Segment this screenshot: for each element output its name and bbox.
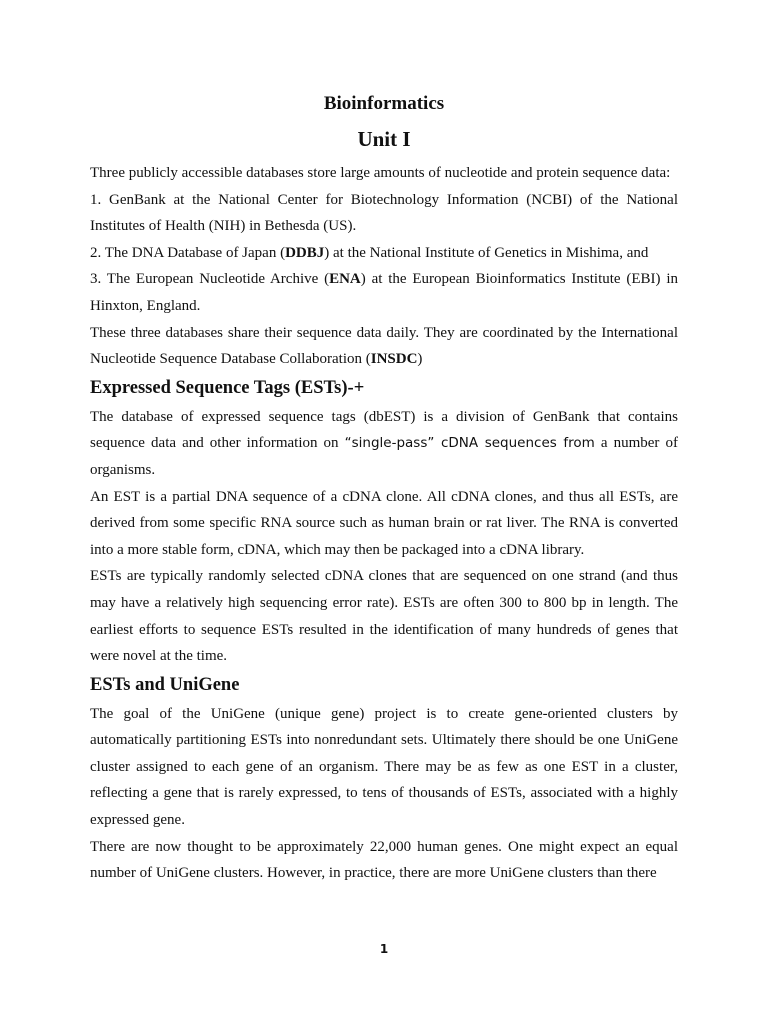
insdc-paragraph: These three databases share their sequence data daily. They are coordinated by the International Nucleotide Sequence Database Collaboration (INSDC) <box>90 324 678 368</box>
list-item-ddbj: 2. The DNA Database of Japan (DDBJ) at the National Institute of Genetics in Mishima, and <box>90 244 649 261</box>
list-item-ena: 3. The European Nucleotide Archive (ENA) at the European Bioinformatics Institute (EBI) in Hinxton, England. <box>90 271 678 314</box>
est-definition-paragraph: An EST is a partial DNA sequence of a cDNA clone. All cDNA clones, and thus all ESTs, are derived from some specific RNA source such as human brain or rat liver. The RNA is converted into a more stable form, cDNA, which may then be packaged into a cDNA library. <box>90 488 678 558</box>
document-page <box>90 90 678 887</box>
page-number: 1 <box>379 942 389 956</box>
est-selection-paragraph: ESTs are typically randomly selected cDNA clones that are sequenced on one strand (and thus may have a relatively high sequencing error rate). ESTs are often 300 to 800 bp in length. The earliest efforts to sequence ESTs resulted in the identification of many hundreds of genes that were novel at the time. <box>90 568 678 665</box>
ddbj-abbrev: DDBJ <box>285 244 325 261</box>
dbest-paragraph: The database of expressed sequence tags (dbEST) is a division of GenBank that contains sequence data and other information on “single-pass” cDNA sequences from a number of organisms. <box>90 408 678 478</box>
unigene-goal-paragraph: The goal of the UniGene (unique gene) project is to create gene-oriented clusters by automatically partitioning ESTs into nonredundant sets. Ultimately there should be one UniGene cluster assigned to each gene of an organism. There may be as few as one EST in a cluster, reflecting a gene that is rarely expressed, to tens of thousands of ESTs, associated with a highly expressed gene. <box>90 705 678 829</box>
list-item-genbank: 1. GenBank at the National Center for Biotechnology Information (NCBI) of the National Institutes of Health (NIH) in Bethesda (US). <box>90 191 678 235</box>
section-heading-unigene: ESTs and UniGene <box>90 674 240 695</box>
ena-abbrev: ENA <box>329 271 361 288</box>
human-genes-paragraph: There are now thought to be approximately 22,000 human genes. One might expect an equal number of UniGene clusters. However, in practice, there are more UniGene clusters than there <box>90 838 678 882</box>
document-title: Bioinformatics <box>323 93 445 114</box>
insdc-abbrev: INSDC <box>370 351 418 368</box>
unit-heading: Unit I <box>357 127 411 151</box>
section-heading-ests: Expressed Sequence Tags (ESTs)-+ <box>90 377 365 398</box>
intro-paragraph: Three publicly accessible databases store large amounts of nucleotide and protein sequence data: <box>90 165 671 181</box>
